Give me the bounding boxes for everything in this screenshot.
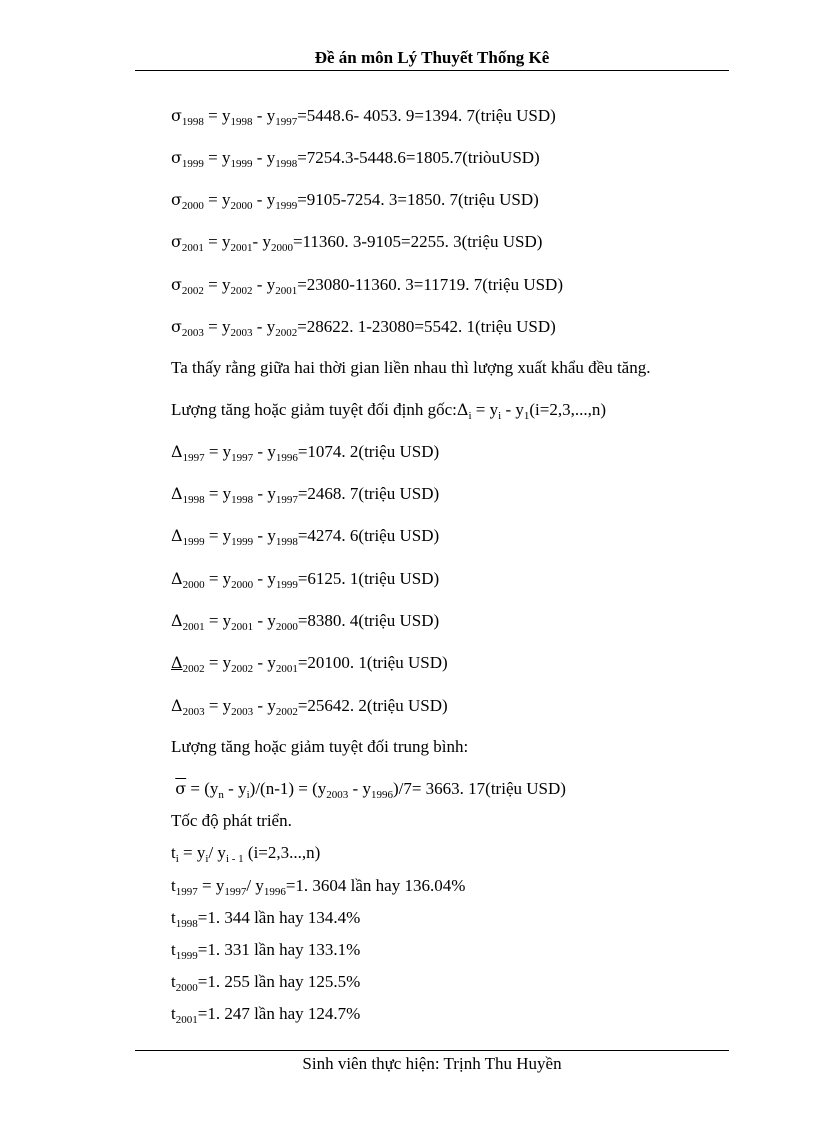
chain-line-1999: $\sigma_{1999} = y_{1999}$ - $y_{1998}=7254.3-5448.6=1805.7(triòuUSD)$ bbox=[171, 148, 540, 170]
base-line-1999: $\Delta_{1999} = y_{1999} - y_{1998}=4274$. 6(triệu USD) bbox=[171, 526, 440, 548]
chain-line-2000: $\sigma_{2000} = y_{2000} - y_{1999}=9105-7254$. 3=1850. 7(triệu USD) bbox=[171, 190, 539, 212]
base-line-2003: $\Delta_{2003} = y_{2003} - y_{2002}=25642$. 2(triệu USD) bbox=[171, 696, 448, 718]
header-rule bbox=[135, 70, 729, 71]
base-line-2001: $\Delta_{2001} = y_{2001} - y_{2000}=8380$. 4(triệu USD) bbox=[171, 611, 440, 633]
growth-line-1998: $t_{1998}=1$. 344 lần hay 134.4% bbox=[171, 908, 361, 930]
avg-formula-line: $\overline{\sigma} = (y_n - y_i)/(n-1) = (y_{2003} - y_{1996})/7= 3663$. 17(triệu USD) bbox=[175, 779, 566, 801]
observation-text: Ta thấy rằng giữa hai thời gian liền nhau thì lượng xuất khẩu đều tăng. bbox=[171, 358, 651, 377]
base-line-1997: $\Delta_{1997} = y_{1997} - y_{1996}=1074$. 2(triệu USD) bbox=[171, 442, 440, 464]
page-header-title: Đề án môn Lý Thuyết Thống Kê bbox=[314, 48, 550, 67]
chain-line-2001: $\sigma_{2001} = y_{2001}-$ $y_{2000}=11360$. 3-9105=2255. 3(triệu USD) bbox=[171, 232, 543, 254]
growth-line-2000: $t_{2000}=1$. 255 lần hay 125.5% bbox=[171, 972, 361, 994]
growth-line-1997: $t_{1997} = y_{1997}/$ $y_{1996}=1$. 3604 lần hay 136.04% bbox=[171, 876, 466, 898]
chain-line-2002: $\sigma_{2002} = y_{2002} - y_{2001}=23080-11360$. 3=11719. 7(triệu USD) bbox=[171, 275, 563, 297]
base-line-1998: $\Delta_{1998} = y_{1998} - y_{1997}=2468$. 7(triệu USD) bbox=[171, 484, 440, 506]
page-footer-author: Sinh viên thực hiện: Trịnh Thu Huyền bbox=[302, 1054, 562, 1073]
avg-intro-text: Lượng tăng hoặc giảm tuyệt đối trung bình: bbox=[171, 737, 469, 756]
base-line-2000: $\Delta_{2000} = y_{2000} - y_{1999}=6125$. 1(triệu USD) bbox=[171, 569, 440, 591]
base-formula-line: Lượng tăng hoặc giảm tuyệt đối định $gốc:\Delta_i = y_i - y_1(i=2,3,...,n)$ bbox=[171, 400, 606, 422]
growth-line-2001: $t_{2001}=1$. 247 lần hay 124.7% bbox=[171, 1004, 361, 1026]
chain-line-1998: $\sigma_{1998} = y_{1998} - y_{1997}=5448.6-$ 4053. 9=1394. 7(triệu USD) bbox=[171, 106, 556, 128]
growth-heading: Tốc độ phát triển. bbox=[171, 811, 292, 830]
footer-rule bbox=[135, 1050, 729, 1051]
growth-formula-line: $t_i = y_i/$ $y_{i - 1}$ (i=2,3...,n) bbox=[171, 843, 321, 865]
chain-line-2003: $\sigma_{2003} = y_{2003} - y_{2002}=28622$. 1-23080=5542. 1(triệu USD) bbox=[171, 317, 556, 339]
growth-line-1999: $t_{1999}=1$. 331 lần hay 133.1% bbox=[171, 940, 361, 962]
base-line-2002: $\Delta_{2002} = y_{2002} - y_{2001}=20100$. 1(triệu USD) bbox=[171, 653, 448, 675]
